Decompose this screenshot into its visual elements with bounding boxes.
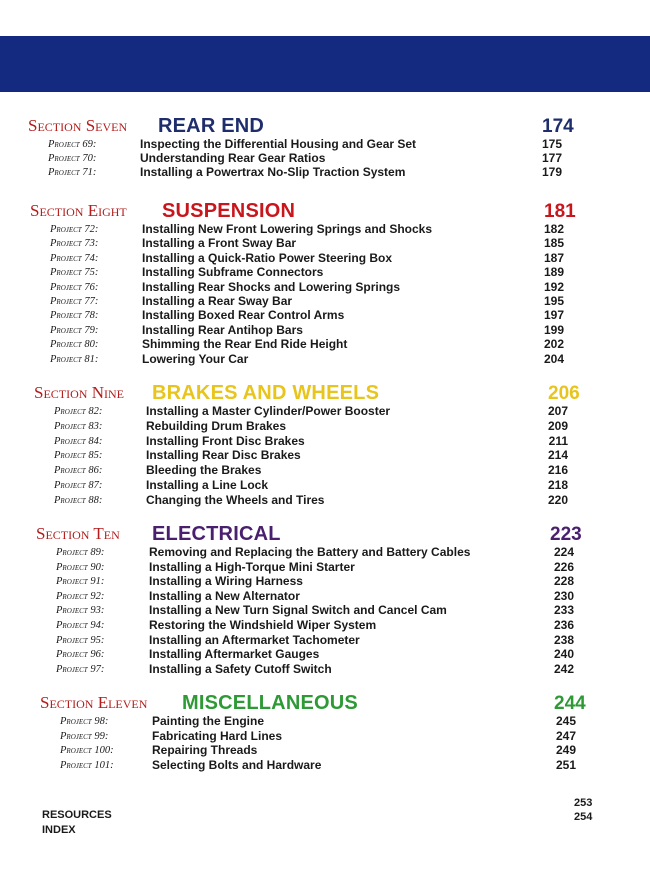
- project-number: Project 73:: [50, 238, 99, 250]
- project-row[interactable]: [30, 281, 600, 295]
- project-number: Project 84:: [54, 435, 103, 447]
- project-number: Project 98:: [60, 716, 109, 727]
- section-page-number: 181: [544, 201, 576, 222]
- section-label: Section Ten: [36, 524, 120, 543]
- project-number: Project 74:: [50, 252, 99, 264]
- project-page-number: 226: [553, 559, 574, 574]
- section-page-number: 206: [548, 383, 580, 404]
- toc-section: [34, 381, 600, 509]
- project-number: Project 69:: [48, 139, 97, 150]
- section-label: Section Eight: [30, 201, 127, 220]
- project-row[interactable]: [40, 759, 600, 774]
- project-page-number: 214: [547, 448, 568, 463]
- project-page-number: 233: [553, 603, 574, 618]
- project-page-number: 199: [543, 322, 564, 337]
- project-page-number: 185: [543, 236, 564, 251]
- project-title: Installing a New Alternator: [149, 588, 300, 603]
- project-number: Project 86:: [54, 465, 103, 477]
- project-title: Bleeding the Brakes: [146, 463, 262, 478]
- project-number: Project 91:: [56, 576, 105, 588]
- index-label[interactable]: INDEX: [42, 824, 76, 836]
- project-title: Installing a Quick-Ratio Power Steering Box: [142, 250, 393, 265]
- section-page-number: 244: [554, 693, 586, 714]
- section-heading[interactable]: [30, 199, 600, 223]
- project-page-number: 182: [543, 222, 564, 236]
- project-page-number: 238: [553, 632, 574, 647]
- project-row[interactable]: [30, 295, 600, 309]
- project-page-number: 187: [543, 250, 564, 265]
- section-label: Section Eleven: [40, 693, 148, 712]
- project-number: Project 72:: [50, 224, 99, 235]
- project-row[interactable]: [34, 420, 600, 435]
- project-page-number: 242: [553, 661, 574, 676]
- project-number: Project 94:: [56, 619, 105, 631]
- project-number: Project 92:: [56, 590, 105, 602]
- project-title: Installing a Wiring Harness: [149, 574, 303, 589]
- project-title: Installing a Front Sway Bar: [142, 236, 297, 251]
- project-number: Project 97:: [56, 663, 105, 675]
- project-row[interactable]: [30, 353, 600, 367]
- project-page-number: 216: [547, 463, 568, 478]
- project-number: Project 71:: [48, 167, 97, 179]
- project-row[interactable]: [36, 663, 600, 678]
- section-title: SUSPENSION: [162, 200, 296, 222]
- project-page-number: 236: [553, 617, 574, 632]
- project-title: Removing and Replacing the Battery and Battery Cables: [149, 545, 471, 559]
- project-row[interactable]: [40, 715, 600, 730]
- project-page-number: 245: [555, 714, 576, 728]
- project-title: Shimming the Rear End Ride Height: [142, 337, 348, 352]
- section-page-number: 223: [550, 524, 582, 545]
- project-title: Installing Boxed Rear Control Arms: [142, 308, 345, 323]
- project-page-number: 211: [548, 433, 568, 448]
- project-row[interactable]: [36, 619, 600, 634]
- project-number: Project 100:: [60, 745, 114, 757]
- section-heading[interactable]: [36, 522, 600, 546]
- project-page-number: 204: [543, 351, 564, 366]
- project-row[interactable]: [30, 309, 600, 323]
- project-row[interactable]: [34, 449, 600, 464]
- resources-page: 253: [574, 797, 593, 809]
- project-row[interactable]: [34, 494, 600, 509]
- project-row[interactable]: [40, 730, 600, 745]
- project-page-number: 224: [553, 545, 574, 559]
- project-title: Installing Rear Disc Brakes: [146, 448, 301, 463]
- project-page-number: 207: [547, 404, 568, 418]
- project-page-number: 240: [553, 647, 574, 662]
- project-row[interactable]: [36, 648, 600, 663]
- project-row[interactable]: [28, 166, 600, 180]
- project-row[interactable]: [28, 138, 600, 152]
- project-row[interactable]: [30, 338, 600, 352]
- project-number: Project 77:: [50, 295, 99, 307]
- project-title: Installing Aftermarket Gauges: [149, 647, 320, 662]
- project-title: Changing the Wheels and Tires: [146, 492, 325, 507]
- project-row[interactable]: [34, 464, 600, 479]
- project-page-number: 177: [541, 151, 562, 166]
- project-page-number: 230: [553, 588, 574, 603]
- project-row[interactable]: [34, 479, 600, 494]
- header-bar: [0, 36, 650, 92]
- project-number: Project 99:: [60, 730, 109, 742]
- section-page-number: 174: [542, 116, 574, 137]
- toc-section: [28, 114, 600, 181]
- project-row[interactable]: [30, 266, 600, 280]
- project-row[interactable]: [30, 237, 600, 251]
- project-number: Project 96:: [56, 649, 105, 661]
- project-title: Installing Rear Antihop Bars: [142, 322, 303, 337]
- project-title: Painting the Engine: [152, 714, 265, 728]
- project-page-number: 220: [547, 492, 568, 507]
- project-number: Project 101:: [60, 759, 114, 771]
- project-page-number: 197: [543, 308, 564, 323]
- project-page-number: 179: [541, 165, 562, 180]
- project-title: Installing a Safety Cutoff Switch: [149, 661, 332, 676]
- project-number: Project 83:: [54, 420, 103, 432]
- project-row[interactable]: [36, 561, 600, 576]
- project-number: Project 81:: [50, 353, 99, 365]
- project-number: Project 76:: [50, 281, 99, 293]
- project-title: Installing a High-Torque Mini Starter: [149, 559, 355, 574]
- project-number: Project 90:: [56, 561, 105, 573]
- project-page-number: 175: [541, 137, 562, 151]
- project-row[interactable]: [30, 223, 600, 237]
- project-title: Repairing Threads: [152, 743, 258, 758]
- resources-label[interactable]: RESOURCES: [42, 809, 112, 821]
- project-number: Project 89:: [56, 547, 105, 558]
- project-title: Installing Rear Shocks and Lowering Springs: [142, 279, 401, 294]
- project-number: Project 85:: [54, 450, 103, 462]
- section-label: Section Nine: [34, 383, 124, 402]
- project-page-number: 202: [543, 337, 564, 352]
- project-number: Project 87:: [54, 479, 103, 491]
- section-label: Section Seven: [28, 116, 128, 135]
- project-page-number: 251: [555, 757, 576, 772]
- project-page-number: 209: [547, 418, 568, 433]
- project-title: Installing a Powertrax No-Slip Traction System: [140, 165, 406, 180]
- project-title: Fabricating Hard Lines: [152, 728, 283, 743]
- section-title: MISCELLANEOUS: [182, 692, 358, 714]
- index-page: 254: [574, 811, 593, 823]
- project-row[interactable]: [36, 590, 600, 605]
- project-title: Installing an Aftermarket Tachometer: [149, 632, 360, 647]
- project-title: Installing a New Turn Signal Switch and Cancel Cam: [149, 603, 447, 618]
- project-row[interactable]: [36, 546, 600, 561]
- toc-section: [40, 691, 600, 773]
- project-page-number: 247: [555, 728, 576, 743]
- project-title: Installing Front Disc Brakes: [146, 433, 305, 448]
- project-title: Restoring the Windshield Wiper System: [149, 617, 377, 632]
- project-row[interactable]: [30, 324, 600, 338]
- project-row[interactable]: [36, 575, 600, 590]
- project-row[interactable]: [30, 252, 600, 266]
- project-row[interactable]: [28, 152, 600, 166]
- project-number: Project 95:: [56, 634, 105, 646]
- project-title: Rebuilding Drum Brakes: [146, 418, 287, 433]
- project-title: Installing a Master Cylinder/Power Booster: [146, 404, 391, 418]
- project-number: Project 93:: [56, 605, 105, 617]
- project-title: Installing a Rear Sway Bar: [142, 293, 293, 308]
- project-title: Lowering Your Car: [142, 351, 249, 366]
- project-number: Project 80:: [50, 339, 99, 351]
- project-number: Project 78:: [50, 310, 99, 322]
- project-title: Installing New Front Lowering Springs and Shocks: [142, 222, 433, 236]
- section-heading[interactable]: [40, 691, 600, 715]
- project-number: Project 82:: [54, 406, 103, 417]
- project-title: Selecting Bolts and Hardware: [152, 757, 322, 772]
- project-row[interactable]: [34, 405, 600, 420]
- project-row[interactable]: [36, 634, 600, 649]
- project-number: Project 79:: [50, 324, 99, 336]
- project-title: Installing Subframe Connectors: [142, 265, 324, 280]
- project-page-number: 192: [543, 279, 564, 294]
- project-row[interactable]: [40, 744, 600, 759]
- section-title: ELECTRICAL: [152, 523, 281, 545]
- section-heading[interactable]: [28, 114, 600, 138]
- project-number: Project 88:: [54, 494, 103, 506]
- project-page-number: 218: [547, 477, 568, 492]
- section-title: BRAKES AND WHEELS: [152, 382, 380, 404]
- section-title: REAR END: [158, 115, 265, 137]
- project-title: Understanding Rear Gear Ratios: [140, 151, 326, 166]
- project-title: Installing a Line Lock: [146, 477, 269, 492]
- project-row[interactable]: [34, 435, 600, 450]
- toc-section: [30, 199, 600, 367]
- project-title: Inspecting the Differential Housing and Gear Set: [140, 137, 417, 151]
- project-page-number: 195: [543, 293, 564, 308]
- project-number: Project 75:: [50, 267, 99, 279]
- toc-section: [36, 522, 600, 677]
- project-page-number: 249: [555, 743, 576, 758]
- project-row[interactable]: [36, 604, 600, 619]
- project-number: Project 70:: [48, 153, 97, 165]
- section-heading[interactable]: [34, 381, 600, 405]
- project-page-number: 228: [553, 574, 574, 589]
- project-page-number: 189: [543, 265, 564, 280]
